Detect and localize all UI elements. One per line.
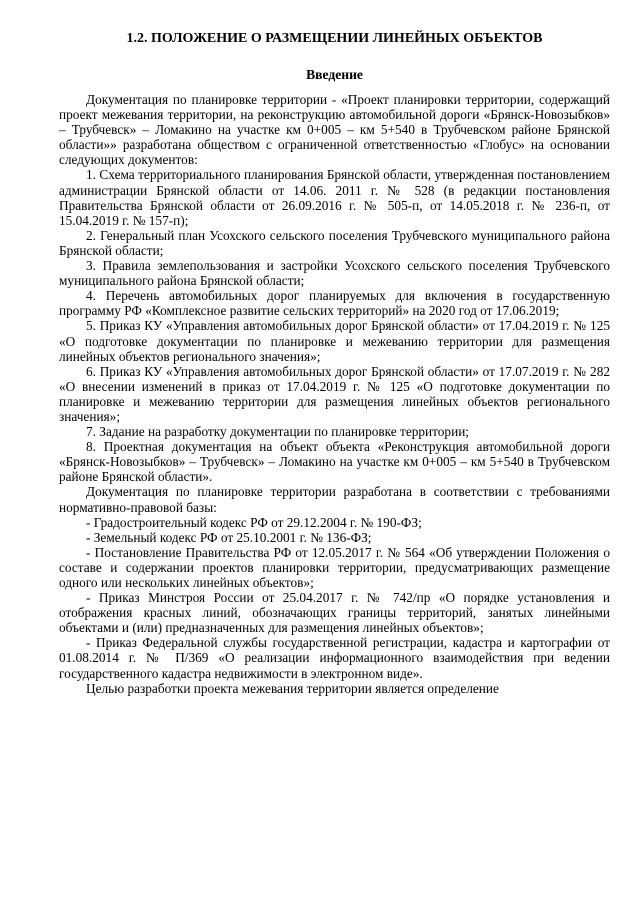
document-item: 1. Схема территориального планирования Брянской области, утвержденная постановлением администрации Брянской области от 14.06. 2011 г. № 528 (в редакции постановления Правительства Брянской области от 26.09.2016 г. № 505-п, от 14.05.2018 г. № 236-п, от 15.04.2019 г. № 157-п); <box>59 167 610 228</box>
document-item: 8. Проектная документация на объект объекта «Реконструкция автомобильной дороги «Брянск-Новозыбков» – Трубчевск» – Ломакино на участке км 0+005 – км 5+540 в Трубчевском районе Брянской области». <box>59 439 610 485</box>
requirement-item: - Приказ Минстроя России от 25.04.2017 г. № 742/пр «О порядке установления и отображения красных линий, обозначающих границы территорий, занятых линейными объектами и (или) предназначенных для размещения линейных объектов»; <box>59 590 610 636</box>
requirement-item: - Приказ Федеральной службы государственной регистрации, кадастра и картографии от 01.08.2014 г. № П/369 «О реализации информационного взаимодействия при ведении государственного кадастра недвижимости в электронном виде». <box>59 635 610 681</box>
intro-paragraph: Документация по планировке территории - «Проект планировки территории, содержащий проект межевания территории, на реконструкцию автомобильной дороги «Брянск-Новозыбков» – Трубчевск» – Ломакино на участке км 0+005 – км 5+540 в Трубчевском районе Брянской области»» разработана обществом с ограниченной ответственностью «Глобус» на основании следующих документов: <box>59 92 610 168</box>
requirement-item: - Постановление Правительства РФ от 12.05.2017 г. № 564 «Об утверждении Положения о составе и содержании проектов планировки территории, предусматривающих размещение одного или нескольких линейных объектов»; <box>59 544 610 590</box>
requirements-list <box>59 515 610 681</box>
document-item: 6. Приказ КУ «Управления автомобильных дорог Брянской области» от 17.07.2019 г. № 282 «О внесении изменений в приказ от 17.04.2019 г. № 125 «О подготовке документации по планировке и межеванию территории для размещения линейных объектов регионального значения»; <box>59 363 610 424</box>
requirements-intro: Документация по планировке территории разработана в соответствии с требованиями нормативно-правовой базы: <box>59 484 610 515</box>
section-subtitle: Введение <box>306 67 363 82</box>
final-paragraph: Целью разработки проекта межевания территории является определение <box>86 680 499 696</box>
requirement-item: - Градостроительный кодекс РФ от 29.12.2004 г. № 190-ФЗ; <box>86 514 422 530</box>
document-item: 5. Приказ КУ «Управления автомобильных дорог Брянской области» от 17.04.2019 г. № 125 «О подготовке документации по планировке и межеванию территории для размещения линейных объектов регионального значения»; <box>59 318 610 364</box>
document-item: 3. Правила землепользования и застройки Усохского сельского поселения Трубчевского муниципального района Брянской области; <box>59 258 610 289</box>
document-item: 4. Перечень автомобильных дорог планируемых для включения в государственную программу РФ «Комплексное развитие сельских территорий» на 2020 год от 17.06.2019; <box>59 288 610 319</box>
section-title: 1.2. ПОЛОЖЕНИЕ О РАЗМЕЩЕНИИ ЛИНЕЙНЫХ ОБЪЕКТОВ <box>126 31 543 46</box>
requirement-item: - Земельный кодекс РФ от 25.10.2001 г. № 136-ФЗ; <box>86 529 372 545</box>
document-item: 2. Генеральный план Усохского сельского поселения Трубчевского муниципального района Брянской области; <box>59 227 610 258</box>
document-item: 7. Задание на разработку документации по планировке территории; <box>86 424 469 440</box>
documents-list <box>59 167 610 484</box>
